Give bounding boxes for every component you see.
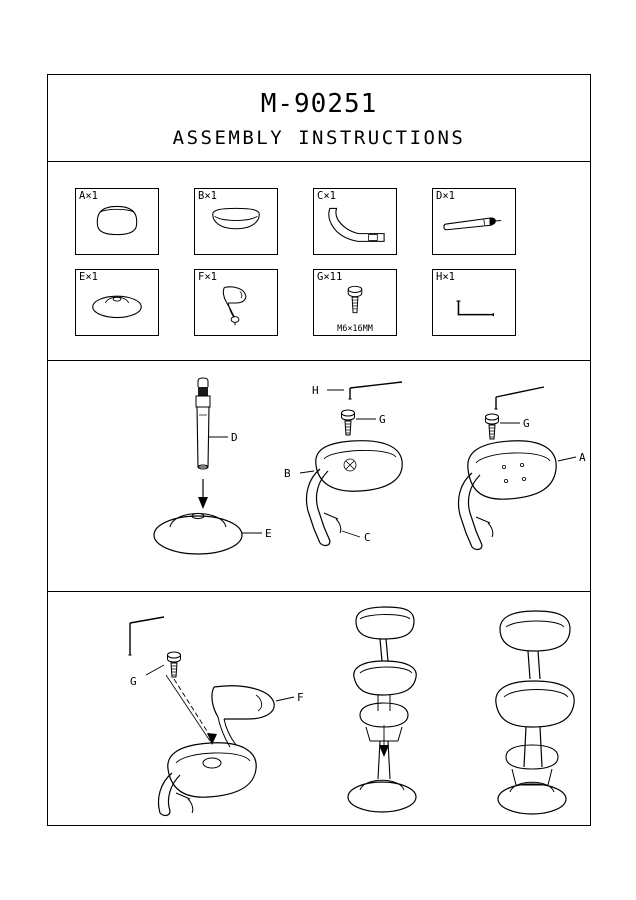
part-label-h: H×1 [436, 271, 455, 283]
step-finished-stool [460, 599, 610, 829]
part-label-c: C×1 [317, 190, 336, 202]
parts-row [75, 269, 567, 336]
part-cell-c [313, 188, 397, 255]
footrest-frame-icon [195, 270, 277, 335]
instruction-sheet [47, 74, 591, 826]
part-label-e: E×1 [79, 271, 98, 283]
backrest-cushion-icon [195, 189, 277, 254]
step4-diagram [106, 603, 326, 823]
step-backrest-to-bracket [280, 373, 460, 583]
page-title: M-90251 [260, 89, 378, 119]
divider-parts [48, 360, 590, 361]
part-label-f: F×1 [198, 271, 217, 283]
callout-a: A [579, 451, 586, 464]
step-seat-to-bracket [434, 373, 604, 583]
part-cell-f [194, 269, 278, 336]
title-block [48, 75, 590, 162]
callout-c: C [364, 531, 371, 544]
parts-row [75, 188, 567, 255]
callout-e: E [265, 527, 272, 540]
part-cell-d [432, 188, 516, 255]
round-base-icon [76, 270, 158, 335]
callout-f: F [297, 691, 304, 704]
callout-g-step3: G [523, 417, 530, 430]
part-cell-e [75, 269, 159, 336]
part-cell-a [75, 188, 159, 255]
part-label-a: A×1 [79, 190, 98, 202]
step-seat-onto-cylinder [312, 599, 452, 829]
step3-diagram [434, 373, 604, 583]
part-cell-g [313, 269, 397, 336]
step5-diagram [312, 599, 452, 829]
step6-diagram [460, 599, 610, 829]
callout-g-step2: G [379, 413, 386, 426]
parts-list [75, 188, 567, 350]
step1-diagram [136, 375, 296, 575]
divider-steps [48, 591, 590, 592]
page-subtitle: ASSEMBLY INSTRUCTIONS [172, 127, 466, 149]
part-label-d: D×1 [436, 190, 455, 202]
back-bracket-icon [314, 189, 396, 254]
step-base-and-cylinder [136, 375, 296, 575]
callout-b: B [284, 467, 291, 480]
gas-cylinder-icon [433, 189, 515, 254]
step2-diagram [280, 373, 460, 583]
step-footrest-attach [106, 603, 326, 823]
allen-key-icon [433, 270, 515, 335]
part-cell-h [432, 269, 516, 336]
callout-g-step4: G [130, 675, 137, 688]
part-label-b: B×1 [198, 190, 217, 202]
part-sublabel-g: M6×16MM [337, 324, 373, 334]
seat-cushion-icon [76, 189, 158, 254]
part-label-g: G×11 [317, 271, 343, 283]
callout-d: D [231, 431, 238, 444]
part-cell-b [194, 188, 278, 255]
callout-h: H [312, 384, 319, 397]
